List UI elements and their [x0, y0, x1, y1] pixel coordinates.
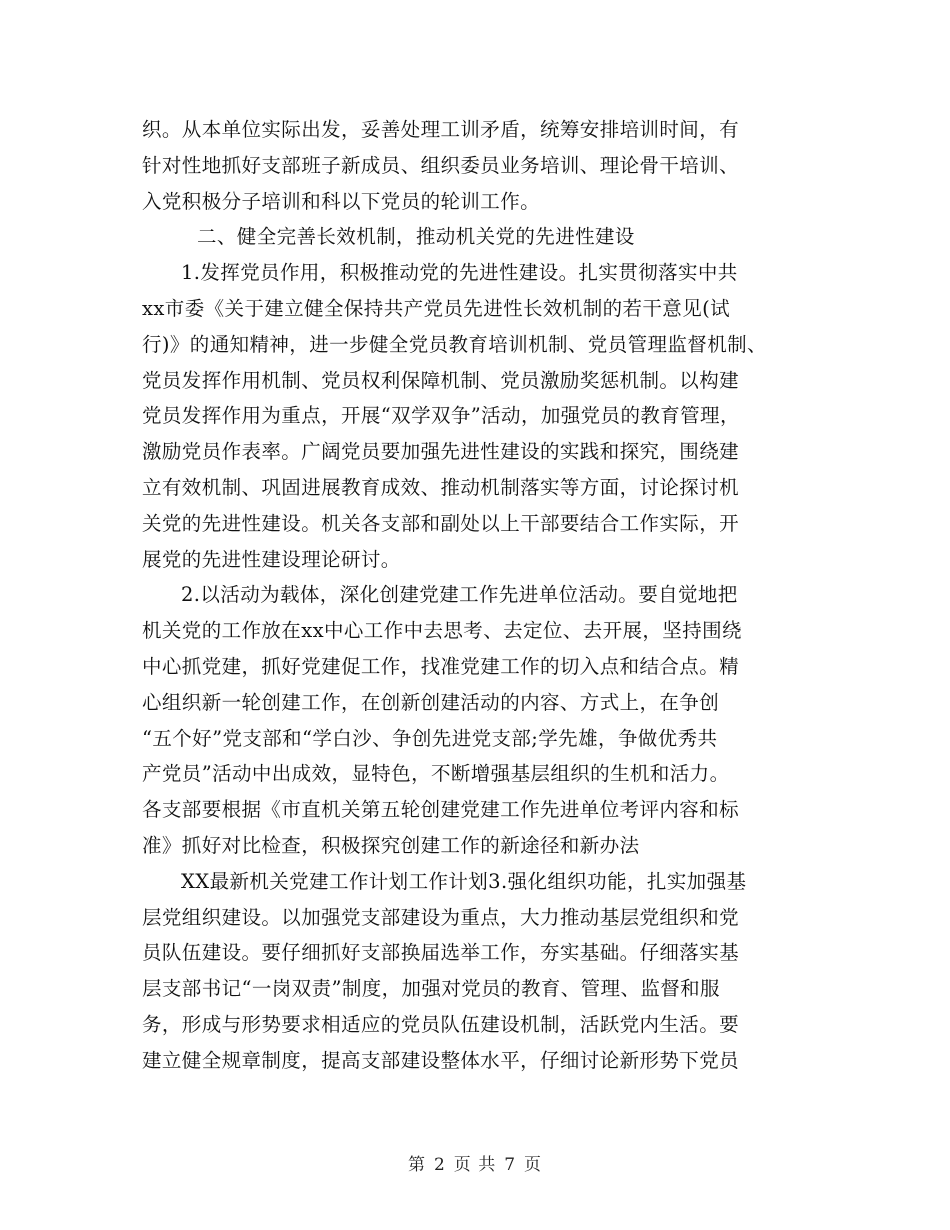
text-line: 产党员”活动中出成效，显特色，不断增强基层组织的生机和活力。: [142, 762, 730, 786]
text-line: 展党的先进性建设理论研讨。: [142, 547, 401, 571]
paragraph-2: [142, 577, 822, 863]
current-page-number: 2: [433, 1155, 446, 1175]
footer-suffix: 页: [524, 1155, 543, 1175]
text-line: 员队伍建设。要仔细抓好支部换届选举工作，夯实基础。仔细落实基: [142, 941, 740, 965]
document-body: [142, 112, 822, 1079]
text-line: 2.以活动为载体，深化创建党建工作先进单位活动。要自觉地把: [181, 583, 738, 607]
text-line: 1.发挥党员作用，积极推动党的先进性建设。扎实贯彻落实中共: [181, 261, 738, 285]
text-line: 建立健全规章制度，提高支部建设整体水平，仔细讨论新形势下党员: [142, 1048, 740, 1072]
paragraph-1: [142, 255, 822, 577]
text-line: 行)》的通知精神，进一步健全党员教育培训机制、党员管理监督机制、: [142, 332, 767, 356]
footer-prefix: 第: [407, 1155, 426, 1175]
paragraph-3: [142, 864, 822, 1079]
text-line: 党员发挥作用为重点，开展“双学双争”活动，加强党员的教育管理，: [142, 404, 740, 428]
text-line: 针对性地抓好支部班子新成员、组织委员业务培训、理论骨干培训、: [142, 153, 740, 177]
text-line: 层党组织建设。以加强党支部建设为重点，大力推动基层党组织和党: [142, 905, 740, 929]
text-line: 准》抓好对比检查，积极探究创建工作的新途径和新办法: [142, 833, 640, 857]
footer-middle: 页 共: [453, 1155, 497, 1175]
text-line: 机关党的工作放在xx中心工作中去思考、去定位、去开展，坚持围绕: [142, 619, 742, 643]
paragraph-continuation: [142, 112, 822, 219]
text-line: 党员发挥作用机制、党员权利保障机制、党员激励奖惩机制。以构建: [142, 368, 740, 392]
page-footer: [0, 1150, 950, 1175]
text-line: 心组织新一轮创建工作，在创新创建活动的内容、方式上，在争创: [142, 690, 720, 714]
text-line: 激励党员作表率。广阔党员要加强先进性建设的实践和探究，围绕建: [142, 440, 740, 464]
total-pages-number: 7: [504, 1155, 517, 1175]
text-line: 织。从本单位实际出发，妥善处理工训矛盾，统筹安排培训时间，有: [142, 118, 740, 141]
text-line: XX最新机关党建工作计划工作计划3.强化组织功能，扎实加强基: [181, 869, 747, 893]
text-line: “五个好”党支部和“学白沙、争创先进党支部;学先雄，争做优秀共: [142, 726, 718, 750]
heading-text: 二、健全完善长效机制，推动机关党的先进性建设: [197, 225, 635, 249]
text-line: 入党积极分子培训和科以下党员的轮训工作。: [142, 189, 541, 213]
text-line: 层支部书记“一岗双责”制度，加强对党员的教育、管理、监督和服: [142, 977, 720, 1001]
text-line: 立有效机制、巩固进展教育成效、推动机制落实等方面，讨论探讨机: [142, 475, 740, 499]
text-line: 关党的先进性建设。机关各支部和副处以上干部要结合工作实际，开: [142, 511, 740, 535]
text-line: 各支部要根据《市直机关第五轮创建党建工作先进单位考评内容和标: [142, 798, 740, 822]
section-heading: [142, 219, 822, 255]
text-line: 中心抓党建，抓好党建促工作，找准党建工作的切入点和结合点。精: [142, 654, 740, 678]
text-line: xx市委《关于建立健全保持共产党员先进性长效机制的若干意见(试: [142, 296, 731, 320]
text-line: 务，形成与形势要求相适应的党员队伍建设机制，活跃党内生活。要: [142, 1012, 740, 1036]
